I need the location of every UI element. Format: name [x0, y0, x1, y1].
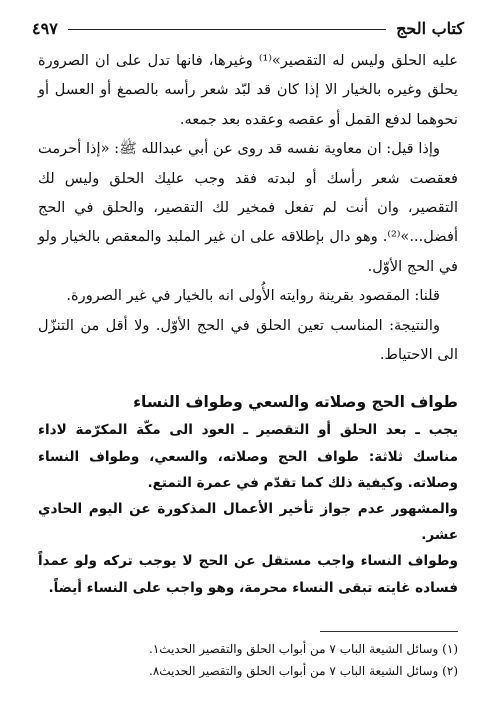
footnote-1: (١) وسائل الشيعة الباب ٧ من أبواب الحلق والتقصير الحديث١.	[149, 642, 458, 656]
chapter-title: كتاب الحج	[396, 18, 464, 38]
section-heading: طواف الحج وصلاته والسعي وطواف النساء	[133, 393, 458, 412]
main-text	[38, 46, 458, 601]
running-header	[32, 16, 464, 40]
page-number: ٤٩٧	[32, 18, 58, 38]
footnote-rule	[320, 631, 458, 632]
header-rule	[68, 29, 386, 30]
paragraph-1: عليه الحلق وليس له التقصير»⁽¹⁾ وغيرها، فانها تدل على ان الصرورة يحلق وغيره بالخيار الا إذا كان قد لبّد شعر رأسه بالصمغ أو العسل أو نحوهما لدفع القمل أو عقصه وعقده بعد جمعه.	[38, 52, 458, 128]
paragraph-2: وإذا قيل: ان معاوية نفسه قد روى عن أبي عبدالله ﷺ: «إذا أحرمت فعقصت شعر رأسك أو لبدته فقد وجب عليك الحلق وليس لك التقصير، وان أنت لم تفعل فمخير لك التقصير، والحلق في الحج أفضل...»⁽²⁾. وهو دال بإطلاقه على ان غير الملبد والمعقص بالخيار ولو في الحج الأوّل.	[38, 140, 458, 275]
section-line-3: وطواف النساء واجب مستقل عن الحج لا يوجب تركه ولو عمداً فساده غايته تبقى النساء محرمة، وهو واجب على النساء أيضاً.	[38, 553, 458, 596]
paragraph-4: والنتيجة: المناسب تعين الحلق في الحج الأوّل. ولا أقل من التنزّل الى الاحتياط.	[38, 316, 458, 364]
section-line-2: والمشهور عدم جواز تأخير الأعمال المذكورة عن اليوم الحادي عشر.	[38, 501, 458, 544]
paragraph-3: قلنا: المقصود بقرينة روايته الأُولى انه بالخيار في غير الصرورة.	[66, 287, 440, 305]
section-gap	[38, 369, 458, 387]
section-line-1: يجب ـ بعد الحلق أو التقصير ـ العود الى مكّة المكرّمة لاداء مناسك ثلاثة: طواف الحج وصلاته، والسعي، وطواف النساء وصلاته. وكيفية ذلك كما تقدّم في عمرة التمتع.	[38, 422, 458, 491]
footnote-2: (٢) وسائل الشيعة الباب ٧ من أبواب الحلق والتقصير الحديث٨.	[149, 664, 458, 678]
footnotes	[38, 638, 458, 682]
